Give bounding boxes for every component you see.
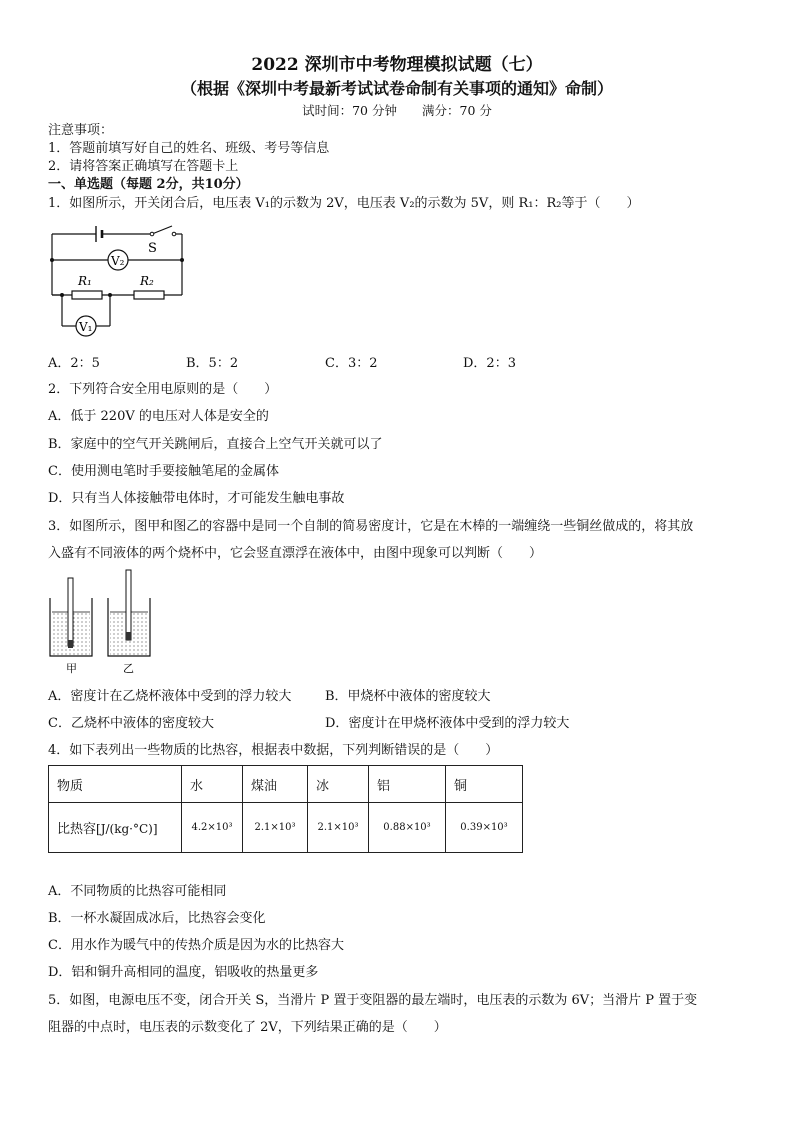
exam-subtitle: （根据《深圳中考最新考试试卷命制有关事项的通知》命制） [180,79,613,98]
q3-option-c: C．乙烧杯中液体的密度较大 [48,716,214,731]
q1-stem: 1．如图所示，开关闭合后，电压表 V₁的示数为 2V，电压表 V₂的示数为 5V，则 R₁：R₂等于（ ） [48,196,640,211]
q2-option-a: A．低于 220V 的电压对人体是安全的 [48,409,269,424]
table-row-label: 比热容[J/(kg·°C)] [49,803,182,853]
beaker-yi-icon [108,570,150,656]
table-header-cell: 冰 [308,766,369,803]
q4-option-d: D．铝和铜升高相同的温度，铝吸收的热量更多 [48,965,319,980]
resistor-r1-label: R₁ [78,274,92,288]
exam-time-info: 试时间：70 分钟 满分：70 分 [302,103,492,118]
q3-option-b: B．甲烧杯中液体的密度较大 [325,689,491,704]
notes-item-2: 2．请将答案正确填写在答题卡上 [48,159,239,174]
q1-option-c: C．3：2 [325,356,378,371]
q1-option-d: D．2：3 [463,356,516,371]
table-cell: 0.88×10³ [369,803,446,853]
exam-title: 2022 深圳市中考物理模拟试题（七） [251,55,543,75]
table-cell: 4.2×10³ [182,803,243,853]
table-header-cell: 煤油 [243,766,308,803]
q3-hydrometer-figure [48,568,158,676]
voltmeter-v1-icon [76,316,96,336]
q5-stem-line1: 5．如图，电源电压不变，闭合开关 S，当滑片 P 置于变阻器的最左端时，电压表的示数为 6V；当滑片 P 置于变 [48,993,698,1008]
q3-option-a: A．密度计在乙烧杯液体中受到的浮力较大 [48,689,292,704]
q1-option-b: B．5：2 [186,356,239,371]
q4-option-a: A．不同物质的比热容可能相同 [48,884,227,899]
table-cell: 2.1×10³ [243,803,308,853]
table-header-row [49,766,523,803]
table-header-cell: 铜 [446,766,523,803]
table-header-cell: 物质 [49,766,182,803]
voltmeter-v1-label: V₁ [79,320,93,334]
q4-option-b: B．一杯水凝固成冰后，比热容会变化 [48,911,266,926]
resistor-r2-label: R₂ [140,274,154,288]
q2-option-c: C．使用测电笔时手要接触笔尾的金属体 [48,464,279,479]
voltmeter-v2-icon [108,250,128,270]
switch-label: S [148,241,157,256]
q3-option-d: D．密度计在甲烧杯液体中受到的浮力较大 [325,716,570,731]
battery-icon [96,226,102,242]
q4-stem: 4．如下表列出一些物质的比热容，根据表中数据，下列判断错误的是（ ） [48,743,499,758]
voltmeter-v2-label: V₂ [111,254,125,268]
table-header-cell: 铝 [369,766,446,803]
section-heading: 一、单选题（每题 2分，共10分） [48,177,249,192]
q5-stem-line2: 阻器的中点时，电压表的示数变化了 2V，下列结果正确的是（ ） [48,1020,447,1035]
q2-option-b: B．家庭中的空气开关跳闸后，直接合上空气开关就可以了 [48,437,383,452]
q1-option-a: A．2：5 [48,356,100,371]
notes-heading: 注意事项： [48,123,114,138]
q3-stem-line2: 入盛有不同液体的两个烧杯中，它会竖直漂浮在液体中，由图中现象可以判断（ ） [48,546,543,561]
specific-heat-table [48,765,523,853]
resistor-r2-icon [134,274,164,299]
q2-option-d: D．只有当人体接触带电体时，才可能发生触电事故 [48,491,345,506]
q2-stem: 2．下列符合安全用电原则的是（ ） [48,382,278,397]
notes-item-1: 1．答题前填写好自己的姓名、班级、考号等信息 [48,141,330,156]
q4-option-c: C．用水作为暖气中的传热介质是因为水的比热容大 [48,938,344,953]
resistor-r1-icon [72,274,102,299]
q3-stem-line1: 3．如图所示，图甲和图乙的容器中是同一个自制的简易密度计，它是在木棒的一端缠绕一些铜丝做成的，将其放 [48,519,694,534]
table-header-cell: 水 [182,766,243,803]
table-cell: 0.39×10³ [446,803,523,853]
table-row [49,803,523,853]
beaker-jia-icon [50,578,92,656]
table-cell: 2.1×10³ [308,803,369,853]
figure-label-jia: 甲 [66,662,77,675]
figure-label-yi: 乙 [123,662,134,675]
q1-circuit-diagram [44,222,194,346]
